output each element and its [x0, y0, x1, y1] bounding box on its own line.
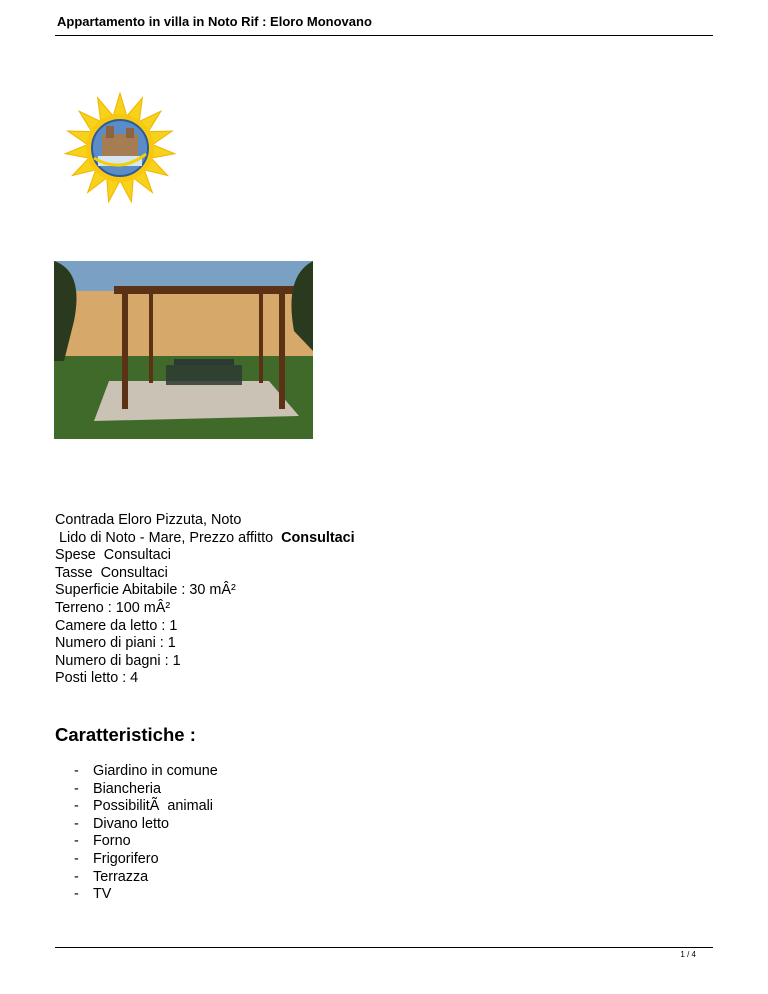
features-list — [74, 763, 218, 904]
feature-label: Frigorifero — [93, 850, 159, 867]
list-item — [74, 886, 218, 904]
price-value: Consultaci — [281, 529, 355, 546]
feature-label: PossibilitÃ animali — [93, 798, 213, 815]
dash-bullet: - — [74, 850, 79, 867]
list-item — [74, 869, 218, 887]
list-item — [74, 833, 218, 851]
property-details — [55, 512, 355, 688]
feature-label: Forno — [93, 833, 131, 850]
list-item — [74, 763, 218, 781]
zone-price-label: Lido di Noto - Mare, Prezzo affitto — [55, 529, 282, 546]
dash-bullet: - — [74, 886, 79, 903]
list-item — [74, 816, 218, 834]
page-number: 1 / 4 — [680, 950, 696, 959]
feature-label: TV — [93, 886, 112, 903]
dash-bullet: - — [74, 815, 79, 832]
dash-bullet: - — [74, 868, 79, 885]
superficie-line: Superficie Abitabile : 30 mÂ² — [55, 582, 236, 599]
feature-label: Divano letto — [93, 815, 169, 832]
list-item — [74, 781, 218, 799]
piani-line: Numero di piani : 1 — [55, 635, 176, 652]
feature-label: Terrazza — [93, 868, 149, 885]
footer-divider — [55, 947, 713, 948]
header-title: Appartamento in villa in Noto Rif : Eloro Monovano — [57, 14, 372, 29]
spese-line: Spese Consultaci — [55, 547, 171, 564]
gazebo-photo — [54, 261, 313, 439]
list-item — [74, 798, 218, 816]
header-divider — [55, 35, 713, 36]
bagni-line: Numero di bagni : 1 — [55, 652, 181, 669]
sun-logo — [58, 92, 182, 206]
posti-line: Posti letto : 4 — [55, 670, 139, 687]
list-item — [74, 851, 218, 869]
feature-label: Giardino in comune — [93, 763, 218, 779]
camere-line: Camere da letto : 1 — [55, 617, 178, 634]
feature-label: Biancheria — [93, 780, 161, 797]
zone-price-line — [55, 530, 355, 548]
location-line: Contrada Eloro Pizzuta, Noto — [55, 512, 242, 528]
dash-bullet: - — [74, 763, 79, 779]
dash-bullet: - — [74, 833, 79, 850]
features-heading: Caratteristiche : — [55, 724, 196, 745]
tasse-line: Tasse Consultaci — [55, 564, 168, 581]
terreno-line: Terreno : 100 mÂ² — [55, 599, 171, 616]
dash-bullet: - — [74, 798, 79, 815]
dash-bullet: - — [74, 780, 79, 797]
